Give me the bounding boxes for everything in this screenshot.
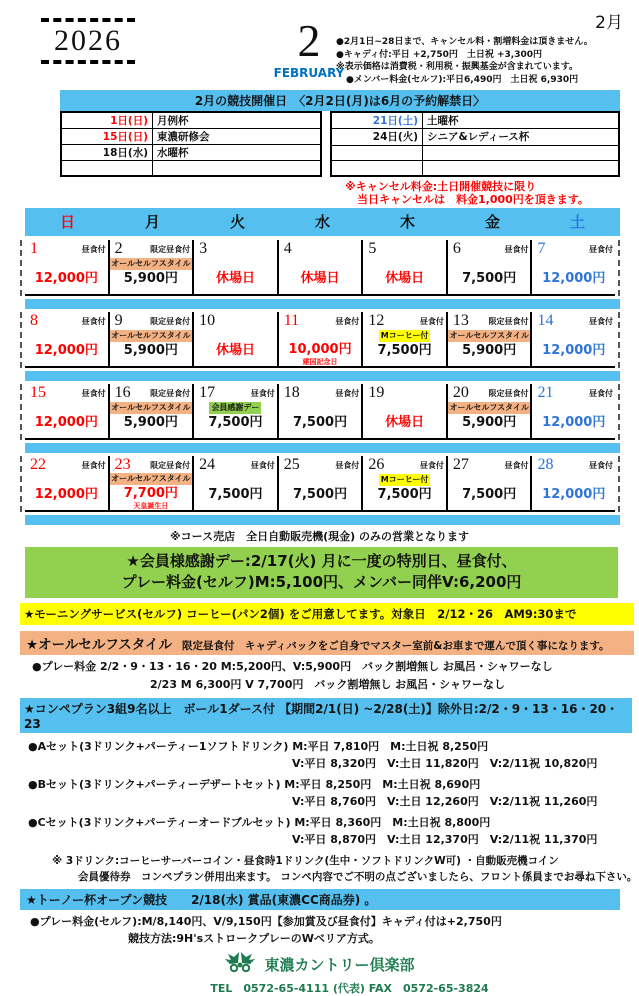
competition-date — [331, 160, 423, 176]
week-separator-strip — [25, 443, 620, 453]
day-price: 休場日 — [385, 271, 425, 286]
dash-line-top — [41, 18, 135, 22]
calendar-grid — [0, 240, 639, 525]
competition-name — [153, 161, 322, 177]
day-cell-top — [110, 240, 193, 258]
week-separator-strip — [25, 515, 620, 525]
calendar-week-row — [20, 240, 620, 296]
day-cell-top — [194, 384, 277, 402]
calendar-day-cell — [530, 384, 615, 438]
competition-date — [331, 145, 423, 160]
member-thanks-day-box — [25, 547, 618, 598]
day-cell-top — [25, 384, 108, 402]
day-cell-mid — [532, 258, 615, 270]
day-cell-mid — [110, 402, 193, 414]
competition-row — [331, 160, 619, 176]
day-price: 休場日 — [215, 343, 255, 358]
calendar-day-cell — [277, 312, 362, 366]
day-number: 15 — [30, 384, 46, 401]
day-cell-mid — [448, 402, 531, 414]
tono-cup-bar: ★トーノー杯オープン競技 2/18(水) 賞品(東濃CC商品券) 。 — [20, 889, 620, 910]
competition-name: シニア&レディース杯 — [423, 129, 620, 145]
calendar-day-cell — [192, 240, 277, 294]
day-price: 12,000円 — [34, 415, 98, 430]
compe-set-member-line: ●Cセット(3ドリンク+パーティーオードブルセット) M:平日 8,360円 M:土日祝 8,800円 — [28, 816, 491, 829]
day-price: 休場日 — [300, 271, 340, 286]
day-badge: オールセルフスタイル — [449, 403, 529, 412]
holiday-note: 建国記念日 — [302, 358, 338, 366]
day-cell-top — [194, 240, 277, 258]
all-self-price-line1: ●プレー料金 2/2・9・13・16・20 M:5,200円、V:5,900円 バック割増無し お風呂・シャワーなし — [32, 660, 553, 673]
competition-table-right — [330, 111, 620, 177]
day-number: 20 — [452, 384, 469, 401]
calendar-day-cell — [277, 384, 362, 438]
day-number: 23 — [114, 456, 131, 473]
day-cell-mid — [363, 258, 446, 270]
day-meal-tag: 昼食付 — [504, 461, 529, 470]
competition-date: 24日(火) — [331, 129, 423, 145]
day-cell-mid — [363, 402, 446, 414]
compe-set-visitor-line: V:平日 8,870円 V:土日 12,370円 V:2/11祝 11,370円 — [292, 833, 598, 846]
tono-cup-line2: 競技方法:9H'sストロークプレーのWベリア方式。 — [128, 932, 380, 945]
competition-date: 21日(土) — [331, 112, 423, 129]
day-cell-mid — [110, 330, 193, 342]
calendar-week-cells — [25, 384, 615, 440]
calendar-day-cell — [361, 312, 446, 366]
weekday-label: 火 — [229, 213, 245, 231]
day-meal-tag: 昼食付 — [81, 245, 106, 254]
calendar-day-cell — [25, 240, 108, 294]
day-price: 7,500円 — [377, 343, 432, 358]
day-cell-mid — [448, 258, 531, 270]
day-cell-mid — [25, 402, 108, 414]
day-cell-top — [25, 240, 108, 258]
day-number: 3 — [199, 240, 208, 257]
day-cell-top — [279, 312, 362, 329]
day-meal-tag: 限定昼食付 — [150, 245, 191, 254]
day-cell-mid — [110, 473, 193, 485]
day-cell-top — [279, 456, 362, 474]
day-price: 5,900円 — [123, 271, 178, 286]
day-meal-tag: 昼食付 — [250, 461, 275, 470]
day-cell-mid — [532, 402, 615, 414]
calendar-day-cell — [530, 312, 615, 366]
compe-set-visitor-line: V:平日 8,760円 V:土日 12,260円 V:2/11祝 11,260円 — [292, 795, 598, 808]
day-number: 7 — [537, 240, 546, 257]
day-cell-top — [532, 312, 615, 330]
week-separator-strip — [25, 371, 620, 381]
calendar-day-cell — [192, 312, 277, 366]
tel-fax-line: TEL 0572-65-4111 (代表) FAX 0572-65-3824 — [210, 982, 489, 995]
day-price: 5,900円 — [462, 415, 517, 430]
competition-row — [61, 161, 321, 177]
day-cell-mid — [279, 474, 362, 486]
header-note: ※表示価格は消費税・利用税・振興基金が含まれています。 — [336, 62, 579, 72]
weekday-label: 日 — [59, 213, 75, 231]
compe-set-member-line: ●Bセット(3ドリンク+パーティーデザートセット) M:平日 8,250円 M:土日祝 8,690円 — [28, 778, 481, 791]
day-meal-tag: 限定昼食付 — [150, 389, 191, 398]
competition-row — [331, 112, 619, 129]
day-price: 12,000円 — [542, 343, 606, 358]
day-cell-mid — [25, 258, 108, 270]
day-cell-mid — [110, 258, 193, 270]
day-number: 4 — [283, 240, 292, 257]
calendar-day-cell — [446, 312, 531, 366]
weekday-label: 木 — [399, 213, 415, 231]
calendar-day-cell — [25, 384, 108, 438]
weekday-label: 月 — [144, 213, 160, 231]
competition-table-left — [60, 111, 322, 177]
all-self-style-subtitle: 限定昼食付 キャディバックをご自身でマスター室前&お車まで運んで頂く事になります。 — [182, 640, 610, 652]
competition-row — [331, 145, 619, 160]
calendar-week-cells — [25, 456, 615, 512]
calendar-week-cells — [25, 240, 615, 296]
competition-date: 18日(水) — [61, 145, 153, 161]
day-cell-top — [279, 240, 362, 258]
day-cell-top — [448, 456, 531, 474]
day-cell-top — [448, 384, 531, 402]
day-price: 休場日 — [385, 415, 425, 430]
day-cell-mid — [25, 474, 108, 486]
club-logo-icon — [224, 950, 256, 978]
calendar-day-cell — [361, 384, 446, 438]
calendar-day-cell — [108, 312, 193, 366]
competition-name: 土曜杯 — [423, 112, 620, 129]
day-price: 5,900円 — [123, 343, 178, 358]
weekday-label: 水 — [314, 213, 330, 231]
day-meal-tag: 昼食付 — [504, 245, 529, 254]
year-box — [38, 16, 138, 66]
day-cell-top — [532, 384, 615, 402]
day-badge: オールセルフスタイル — [111, 259, 191, 268]
day-number: 11 — [283, 312, 300, 329]
competition-name — [423, 145, 620, 160]
day-meal-tag: 昼食付 — [81, 317, 106, 326]
competition-row — [61, 145, 321, 161]
dash-line-bottom — [41, 60, 135, 64]
day-number: 17 — [199, 384, 216, 401]
weekday-label: 土 — [569, 213, 585, 231]
month-name-japanese: 2月 — [595, 13, 623, 33]
cancel-fee-note-line2: 当日キャンセルは 料金1,000円を頂きます。 — [357, 193, 589, 206]
calendar-day-cell — [446, 384, 531, 438]
day-price: 7,500円 — [208, 415, 263, 430]
morning-service-bar: ★モーニングサービス(セルフ) コーヒー(パン2個) をご用意してます。対象日 2/12・26 AM9:30まで — [20, 603, 634, 625]
day-number: 21 — [537, 384, 554, 401]
calendar-day-cell — [108, 456, 193, 510]
day-cell-top — [194, 456, 277, 474]
day-meal-tag: 昼食付 — [419, 317, 444, 326]
day-cell-mid — [363, 330, 446, 342]
month-name-english: FEBRUARY — [273, 66, 345, 80]
day-cell-top — [448, 312, 531, 330]
day-price: 12,000円 — [542, 487, 606, 502]
calendar-day-cell — [446, 456, 531, 510]
day-cell-top — [363, 456, 446, 474]
vending-machine-note: ※コース売店 全日自動販売機(現金) のみの営業となります — [169, 530, 470, 543]
calendar-week-row — [20, 312, 620, 368]
calendar-day-cell — [361, 456, 446, 510]
compe-plan-note2: 会員優待券 コンペプラン併用出来ます。 コンペ内容でご不明の点ございましたら、フロント係員までお尋ね下さい。 — [78, 871, 638, 883]
competition-name — [423, 160, 620, 176]
compe-set-member-line: ●Aセット(3ドリンク+パーティー1ソフトドリンク) M:平日 7,810円 M:土日祝 8,250円 — [28, 740, 489, 753]
header-note: ●2月1日~28日まで、キャンセル料・割増料金は頂きません。 — [336, 37, 593, 47]
compe-plan-bar: ★コンペプラン3組9名以上 ボール1ダース付 【期間2/1(日) ~2/28(土)】除外日:2/2・9・13・16・20・23 — [20, 698, 632, 733]
day-number: 27 — [452, 456, 469, 473]
day-meal-tag: 昼食付 — [335, 461, 360, 470]
day-number: 18 — [283, 384, 300, 401]
day-meal-tag: 昼食付 — [589, 317, 614, 326]
competition-date: 1日(日) — [61, 112, 153, 129]
day-meal-tag: 昼食付 — [335, 317, 360, 326]
day-number: 25 — [283, 456, 300, 473]
competition-row — [61, 112, 321, 129]
competition-date — [61, 161, 153, 177]
day-meal-tag: 限定昼食付 — [150, 461, 191, 470]
thanks-day-line2: プレー料金(セルフ)M:5,100円、メンバー同伴V:6,200円 — [121, 573, 522, 591]
day-meal-tag: 昼食付 — [250, 389, 275, 398]
all-self-style-bar — [20, 631, 634, 655]
day-meal-tag: 昼食付 — [419, 461, 444, 470]
calendar-day-cell — [25, 312, 108, 366]
day-number: 13 — [452, 312, 469, 329]
day-cell-top — [25, 312, 108, 330]
day-price: 7,500円 — [292, 415, 348, 430]
day-meal-tag: 限定昼食付 — [488, 317, 529, 326]
day-badge: オールセルフスタイル — [111, 474, 191, 483]
day-badge: Mコーヒー付 — [380, 331, 429, 340]
calendar-day-cell — [530, 240, 615, 294]
day-badge: 会員感謝デー — [211, 403, 260, 412]
day-number: 9 — [114, 312, 123, 329]
header-note: ●メンバー料金(セルフ):平日6,490円 土日祝 6,930円 — [346, 74, 579, 85]
day-cell-top — [532, 240, 615, 258]
day-cell-top — [110, 312, 193, 330]
day-cell-mid — [448, 474, 531, 486]
competition-date: 15日(日) — [61, 129, 153, 145]
day-number: 26 — [368, 456, 385, 473]
header-note: ●キャディ付:平日 +2,750円 土日祝 +3,300円 — [336, 49, 543, 60]
day-number: 1 — [30, 240, 38, 257]
day-cell-mid — [279, 402, 362, 414]
day-cell-top — [279, 384, 362, 402]
week-separator-strip — [25, 299, 620, 309]
day-cell-mid — [532, 474, 615, 486]
day-price: 10,000円 — [288, 342, 352, 357]
holiday-note: 天皇誕生日 — [133, 502, 169, 510]
day-price: 休場日 — [215, 271, 255, 286]
day-meal-tag: 昼食付 — [589, 389, 614, 398]
day-badge: Mコーヒー付 — [380, 475, 429, 484]
competition-title-bar: 2月の競技開催日 〈2月2日(月)は6月の予約解禁日〉 — [60, 90, 620, 111]
day-meal-tag: 昼食付 — [589, 245, 614, 254]
calendar-day-cell — [25, 456, 108, 510]
calendar-week-row — [20, 384, 620, 440]
day-price: 7,500円 — [462, 271, 517, 286]
calendar-day-cell — [446, 240, 531, 294]
calendar-day-cell — [192, 456, 277, 510]
day-cell-top — [532, 456, 615, 474]
day-meal-tag: 昼食付 — [589, 461, 614, 470]
day-price: 7,500円 — [377, 487, 432, 502]
club-name: 東濃カントリー倶楽部 — [264, 955, 415, 974]
day-cell-top — [363, 240, 446, 258]
day-number: 28 — [537, 456, 554, 473]
calendar-week-row — [20, 456, 620, 512]
day-cell-mid — [279, 258, 362, 270]
day-cell-mid — [194, 402, 277, 414]
day-price: 7,500円 — [462, 487, 517, 502]
calendar-day-cell — [361, 240, 446, 294]
all-self-price-line2: 2/23 M 6,300円 V 7,700円 バック割増無し お風呂・シャワーなし — [150, 678, 505, 691]
competition-name: 月例杯 — [153, 112, 322, 129]
day-price: 5,900円 — [462, 343, 517, 358]
day-number: 10 — [199, 312, 216, 329]
day-cell-mid — [194, 258, 277, 270]
day-cell-mid — [448, 330, 531, 342]
day-badge: オールセルフスタイル — [449, 331, 529, 340]
calendar-day-cell — [530, 456, 615, 510]
compe-plan-note1: ※ 3ドリンク:コーヒーサーバーコイン・昼食時1ドリンク(生中・ソフトドリンクW可) ・自動販売機コイン — [52, 855, 559, 867]
calendar-day-cell — [192, 384, 277, 438]
day-meal-tag: 限定昼食付 — [488, 389, 529, 398]
calendar-day-cell — [277, 456, 362, 510]
day-number: 24 — [199, 456, 216, 473]
month-number: 2 — [297, 15, 321, 66]
competition-row — [331, 129, 619, 145]
day-badge: オールセルフスタイル — [111, 403, 191, 412]
day-number: 12 — [368, 312, 385, 329]
calendar-day-cell — [108, 384, 193, 438]
day-price: 7,500円 — [208, 487, 263, 502]
day-number: 8 — [30, 312, 38, 329]
day-cell-top — [110, 384, 193, 402]
calendar-week-cells — [25, 312, 615, 368]
day-number: 2 — [114, 240, 123, 257]
day-meal-tag: 限定昼食付 — [150, 317, 191, 326]
cancel-fee-note — [345, 180, 639, 206]
day-number: 16 — [114, 384, 131, 401]
club-name-line — [0, 950, 639, 978]
compe-plan-sets — [0, 738, 639, 847]
day-number: 19 — [368, 384, 385, 401]
day-price: 12,000円 — [34, 271, 98, 286]
all-self-style-title: ★オールセルフスタイル — [26, 637, 173, 653]
day-cell-mid — [194, 330, 277, 342]
day-badge: オールセルフスタイル — [111, 331, 191, 340]
day-number: 14 — [537, 312, 554, 329]
day-number: 22 — [30, 456, 46, 473]
thanks-day-line1: ★会員様感謝デー:2/17(火) 月に一度の特別日、昼食付、 — [126, 552, 517, 570]
day-cell-mid — [279, 329, 362, 341]
calendar-day-cell — [277, 240, 362, 294]
weekday-header-bar — [25, 208, 620, 236]
day-number: 5 — [368, 240, 377, 257]
day-cell-top — [25, 456, 108, 474]
weekday-label: 金 — [484, 213, 500, 231]
day-cell-top — [363, 312, 446, 330]
cancel-fee-note-line1: ※キャンセル料金:土日開催競技に限り — [345, 180, 537, 193]
competition-tables — [60, 111, 639, 177]
day-number: 6 — [452, 240, 461, 257]
competition-name: 東濃研修会 — [153, 129, 322, 145]
day-price: 12,000円 — [34, 487, 98, 502]
day-price: 12,000円 — [34, 343, 98, 358]
day-price: 5,900円 — [123, 415, 178, 430]
day-cell-mid — [532, 330, 615, 342]
header-notes — [336, 36, 639, 86]
compe-set-visitor-line: V:平日 8,320円 V:土日 11,820円 V:2/11祝 10,820円 — [292, 757, 598, 770]
day-meal-tag: 昼食付 — [81, 389, 106, 398]
day-cell-top — [194, 312, 277, 330]
day-cell-top — [363, 384, 446, 402]
day-cell-top — [110, 456, 193, 473]
day-price: 7,700円 — [123, 486, 178, 501]
day-cell-mid — [363, 474, 446, 486]
year-label: 2026 — [54, 24, 122, 57]
day-cell-top — [448, 240, 531, 258]
day-price: 7,500円 — [292, 487, 348, 502]
page-footer — [0, 950, 639, 996]
day-price: 12,000円 — [542, 271, 606, 286]
day-meal-tag: 昼食付 — [81, 461, 106, 470]
competition-name: 水曜杯 — [153, 145, 322, 161]
day-cell-mid — [194, 474, 277, 486]
day-meal-tag: 昼食付 — [335, 389, 360, 398]
page-header — [0, 0, 639, 90]
tono-cup-line1: ●プレー料金(セルフ):M/8,140円、V/9,150円【参加賞及び昼食付】キャディ付は+2,750円 — [30, 915, 502, 928]
competition-row — [61, 129, 321, 145]
day-price: 12,000円 — [542, 415, 606, 430]
calendar-day-cell — [108, 240, 193, 294]
day-cell-mid — [25, 330, 108, 342]
